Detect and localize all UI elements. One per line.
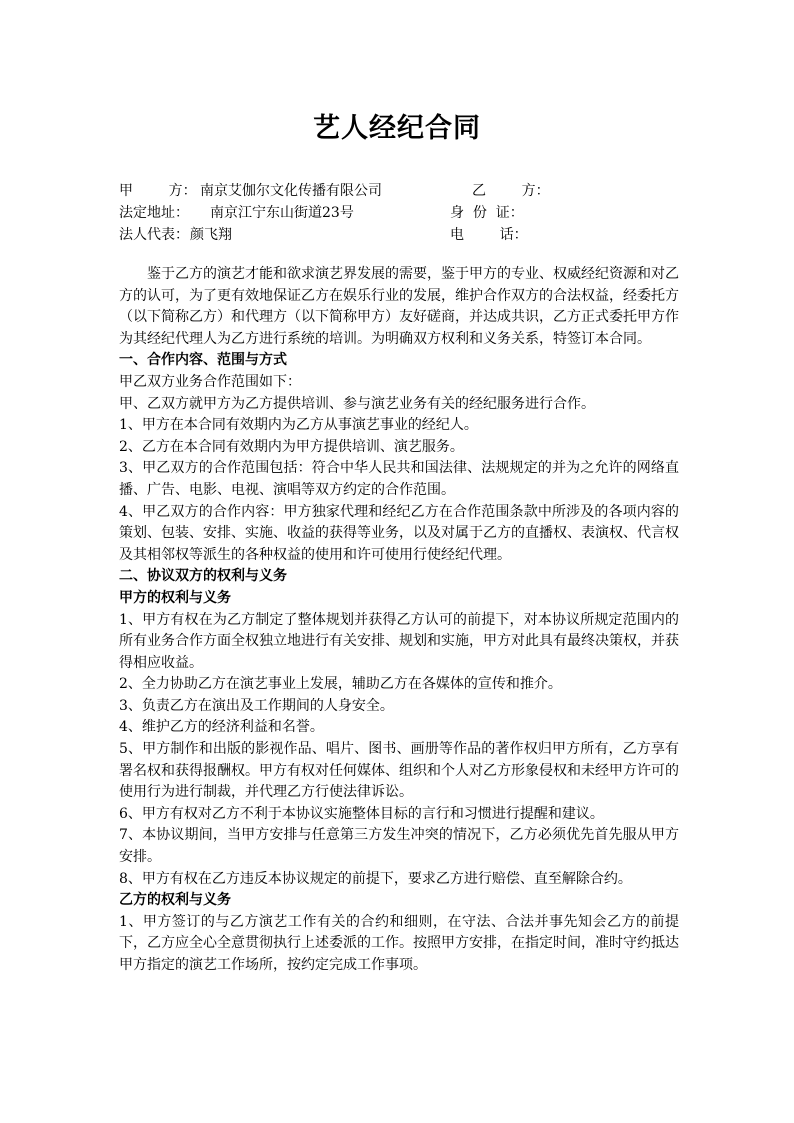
clause: 8、甲方有权在乙方违反本协议规定的前提下，要求乙方进行赔偿、直至解除合约。 bbox=[119, 870, 632, 887]
phone-label: 电 话： bbox=[450, 227, 528, 243]
section-2-heading: 二、协议双方的权利与义务 bbox=[119, 568, 287, 585]
clause: 4、甲乙双方的合作内容：甲方独家代理和经纪乙方在合作范围条款中所涉及的各项内容的策划、包装、安排、实施、收益的获得等业务，以及对属于乙方的直播权、表演权、代言权及其相邻权等派生的各种权益的使用和许可使用行使经纪代理。 bbox=[119, 503, 679, 563]
clause: 3、负责乙方在演出及工作期间的人身安全。 bbox=[119, 697, 394, 714]
clause: 4、维护乙方的经济利益和名誉。 bbox=[119, 719, 324, 736]
legal-rep-label: 法人代表： bbox=[119, 227, 189, 243]
clause: 1、甲方签订的与乙方演艺工作有关的合约和细则，在守法、合法并事先知会乙方的前提下，乙方应全心全意贯彻执行上述委派的工作。按照甲方安排，在指定时间，准时守约抵达甲方指定的演艺工作场所，按约定完成工作事项。 bbox=[119, 913, 679, 973]
clause: 6、甲方有权对乙方不利于本协议实施整体目标的言行和习惯进行提醒和建议。 bbox=[119, 805, 604, 822]
party-b-label: 乙 方： bbox=[472, 183, 550, 199]
clause: 1、甲方有权在为乙方制定了整体规划并获得乙方认可的前提下，对本协议所规定范围内的所有业务合作方面全权独立地进行有关安排、规划和实施，甲方对此具有最终决策权，并获得相应收益。 bbox=[119, 611, 679, 671]
contract-body bbox=[119, 264, 679, 977]
legal-rep-value: 颜飞翔 bbox=[190, 227, 232, 243]
clause: 3、甲乙双方的合作范围包括：符合中华人民共和国法律、法规规定的并为之允许的网络直播、广告、电影、电视、演唱等双方约定的合作范围。 bbox=[119, 460, 679, 498]
party-b-rights-heading: 乙方的权利与义务 bbox=[119, 892, 231, 909]
paragraph: 甲、乙双方就甲方为乙方提供培训、参与演艺业务有关的经纪服务进行合作。 bbox=[119, 395, 595, 412]
address-label: 法定地址： bbox=[119, 205, 189, 221]
section-1-heading: 一、合作内容、范围与方式 bbox=[119, 352, 287, 369]
address-value: 南京江宁东山街道23号 bbox=[210, 205, 354, 221]
clause: 2、乙方在本合同有效期内为甲方提供培训、演艺服务。 bbox=[119, 438, 464, 455]
clause: 1、甲方在本合同有效期内为乙方从事演艺事业的经纪人。 bbox=[119, 417, 478, 434]
clause: 5、甲方制作和出版的影视作品、唱片、图书、画册等作品的著作权归甲方所有，乙方享有署名权和获得报酬权。甲方有权对任何媒体、组织和个人对乙方形象侵权和未经甲方许可的使用行为进行制裁，并代理乙方行使法律诉讼。 bbox=[119, 741, 679, 801]
document-title: 艺人经纪合同 bbox=[313, 113, 481, 144]
party-a-value: 南京艾伽尔文化传播有限公司 bbox=[200, 183, 382, 199]
clause: 7、本协议期间，当甲方安排与任意第三方发生冲突的情况下，乙方必须优先首先服从甲方安排。 bbox=[119, 827, 679, 866]
paragraph: 甲乙双方业务合作范围如下： bbox=[119, 373, 301, 390]
clause: 2、全力协助乙方在演艺事业上发展，辅助乙方在各媒体的宣传和推介。 bbox=[119, 676, 562, 693]
party-a-rights-heading: 甲方的权利与义务 bbox=[119, 589, 231, 606]
intro-paragraph: 鉴于乙方的演艺才能和欲求演艺界发展的需要，鉴于甲方的专业、权威经纪资源和对乙方的认可，为了更有效地保证乙方在娱乐行业的发展，维护合作双方的合法权益，经委托方（以下简称乙方）和代理方（以下简称甲方）友好磋商，并达成共识，乙方正式委托甲方作为其经纪代理人为乙方进行系统的培训。为明确双方权利和义务关系，特签订本合同。 bbox=[119, 266, 679, 347]
id-card-label: 身 份 证： bbox=[450, 205, 524, 221]
party-a-label: 甲 方： bbox=[119, 183, 197, 199]
